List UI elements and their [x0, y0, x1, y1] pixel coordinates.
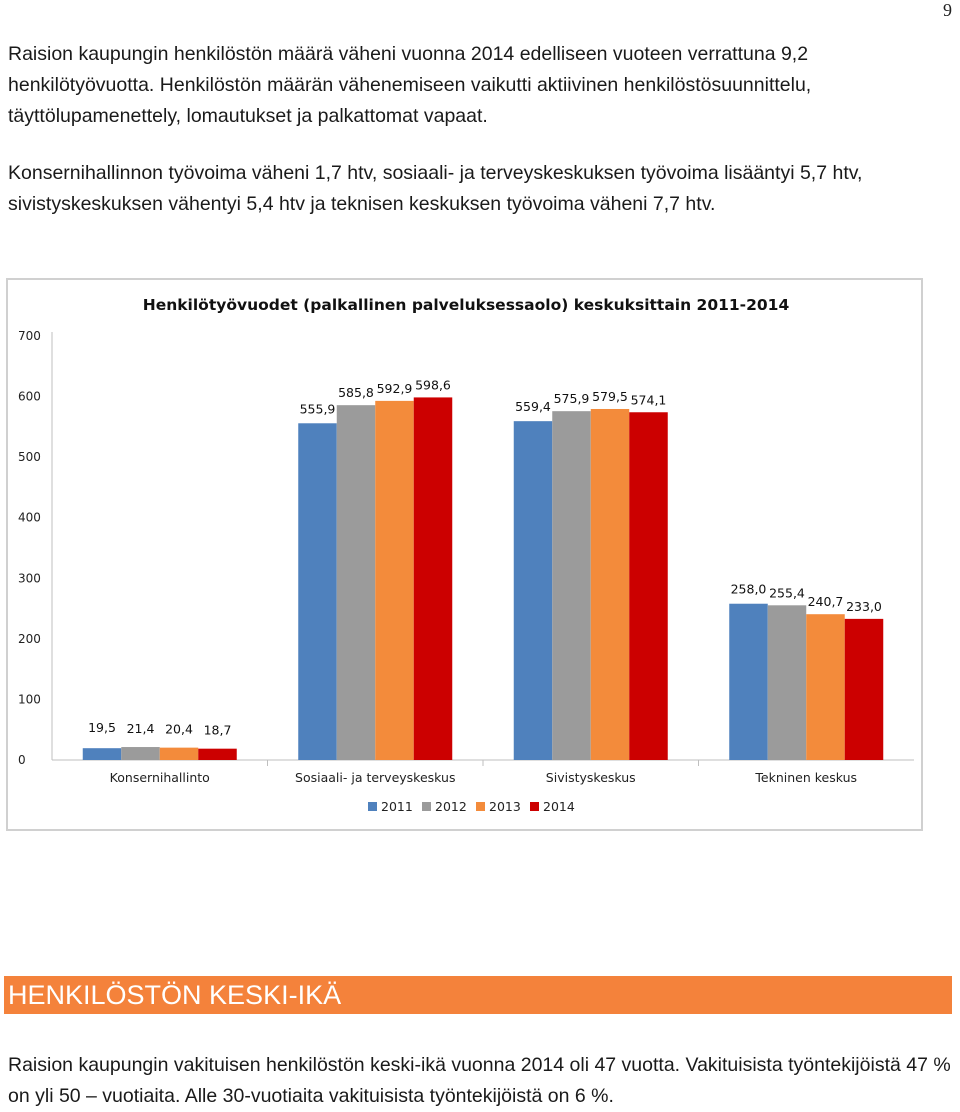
y-tick-label: 600 [18, 389, 41, 404]
bar-2012 [337, 405, 376, 760]
paragraph-average-age: Raision kaupungin vakituisen henkilöstön keski-ikä vuonna 2014 oli 47 vuotta. Vakituisista työntekijöistä 47 % on yli 50 – vuotiaita. Alle 30-vuotiaita vakituisista työntekijöistä on 6 %. [8, 1054, 951, 1107]
bar-2012 [121, 747, 160, 760]
x-tick-label: Sivistyskeskus [545, 770, 636, 785]
bar-2014 [414, 397, 453, 760]
y-tick-label: 400 [18, 510, 41, 525]
data-label: 579,5 [592, 388, 628, 404]
bar-2011 [298, 423, 337, 760]
legend-swatch-2012 [422, 802, 431, 811]
legend-label: 2012 [435, 799, 467, 814]
bar-2012 [552, 411, 591, 760]
data-label: 240,7 [807, 594, 844, 610]
y-tick-label: 700 [18, 329, 41, 343]
bar-2013 [375, 401, 414, 760]
section-heading: HENKILÖSTÖN KESKI-IKÄ [8, 980, 342, 1010]
data-label: 18,7 [203, 722, 232, 738]
bar-2011 [514, 421, 553, 760]
bar-2013 [160, 748, 199, 760]
legend-swatch-2011 [368, 802, 377, 811]
legend-label: 2013 [489, 799, 521, 814]
y-tick-label: 100 [18, 692, 41, 707]
data-label: 555,9 [299, 401, 336, 417]
data-label: 20,4 [165, 721, 193, 737]
section-heading-bar [4, 976, 952, 1014]
bar-2014 [845, 619, 884, 760]
chart-title: Henkilötyövuodet (palkallinen palveluksessaolo) keskuksittain 2011-2014 [142, 296, 790, 314]
legend-swatch-2013 [476, 802, 485, 811]
data-label: 21,4 [126, 721, 155, 737]
data-label: 592,9 [376, 380, 413, 396]
legend-swatch-2014 [530, 802, 539, 811]
bar-chart [8, 280, 921, 829]
data-label: 598,6 [415, 377, 451, 393]
data-label: 574,1 [630, 392, 667, 408]
bar-2011 [729, 604, 768, 760]
x-tick-label: Tekninen keskus [755, 770, 858, 785]
y-tick-label: 300 [18, 571, 41, 586]
bar-2012 [768, 605, 807, 760]
data-label: 258,0 [730, 581, 767, 597]
legend-label: 2011 [381, 799, 413, 814]
legend-label: 2014 [543, 799, 575, 814]
page-number: 9 [943, 0, 952, 20]
x-tick-label: Konsernihallinto [109, 770, 210, 785]
data-label: 233,0 [846, 598, 882, 614]
data-label: 585,8 [338, 385, 374, 401]
y-tick-label: 0 [18, 753, 26, 767]
y-tick-label: 200 [18, 631, 41, 646]
bar-2014 [629, 412, 668, 760]
data-label: 559,4 [515, 399, 551, 415]
data-label: 255,4 [769, 585, 805, 601]
bar-2011 [83, 748, 122, 760]
data-label: 575,9 [553, 391, 590, 407]
x-tick-label: Sosiaali- ja terveyskeskus [295, 770, 456, 785]
bar-2013 [591, 409, 630, 760]
paragraph-headcount: Raision kaupungin henkilöstön määrä väheni vuonna 2014 edelliseen vuoteen verrattuna 9,2 henkilötyövuotta. Henkilöstön määrän vähenemiseen vaikutti aktiivinen henkilöstösuunnittelu, täyttölupamenettely, lomautukset ja palkattomat vapaat. [8, 43, 812, 127]
bar-2014 [198, 749, 237, 760]
y-tick-label: 500 [18, 450, 41, 465]
paragraph-unit-changes: Konsernihallinnon työvoima väheni 1,7 htv, sosiaali- ja terveyskeskuksen työvoima lisääntyi 5,7 htv, sivistyskeskuksen vähentyi 5,4 htv ja teknisen keskuksen työvoima väheni 7,7 htv. [8, 162, 863, 215]
data-label: 19,5 [88, 720, 116, 736]
chart-container [6, 278, 923, 831]
bar-2013 [806, 614, 845, 760]
